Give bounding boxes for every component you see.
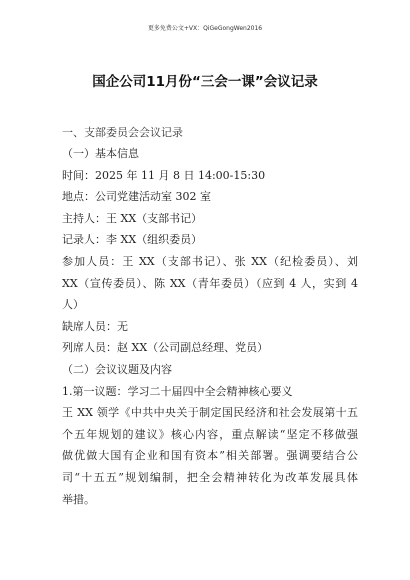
topic-paragraph-line: 王 XX 领学《中共中央关于制定国民经济和社会发展第十五	[62, 406, 358, 420]
meeting-time: 时间：2025 年 11 月 8 日 14:00-15:30	[62, 168, 266, 182]
meeting-body	[62, 143, 358, 510]
attendees-line: 人）	[62, 298, 84, 312]
subheading-basic-info: （一）基本信息	[62, 147, 139, 160]
topic-paragraph-line: 做优做大国有企业和国有资本”相关部署。强调要结合公	[62, 449, 358, 463]
meeting-recorder: 记录人：李 XX（组织委员）	[62, 233, 203, 247]
header-note: 更多免费公文+VX：QiGeGongWen2016	[147, 25, 263, 32]
meeting-location: 地点：公司党建活动室 302 室	[62, 190, 211, 204]
section-heading: 一、支部委员会会议记录	[62, 126, 183, 139]
document-title: 国企公司11月份“三会一课”会议记录	[92, 74, 318, 90]
topic-paragraph-line: 司“十五五”规划编制，把全会精神转化为改革发展具体	[62, 470, 358, 484]
topic-paragraph-line: 个五年规划的建议》核心内容，重点解读“坚定不移做强	[62, 427, 358, 441]
topic-paragraph-line: 举措。	[62, 492, 95, 506]
attendees-line: 参加人员：王 XX（支部书记）、张 XX（纪检委员）、刘	[62, 254, 358, 268]
topic-heading: 1.第一议题：学习二十届四中全会精神核心要义	[62, 384, 293, 398]
subheading-topics: （二）会议议题及内容	[62, 362, 172, 376]
absent-members: 缺席人员：无	[62, 319, 128, 333]
observers: 列席人员：赵 XX（公司副总经理、党员）	[62, 341, 269, 355]
meeting-host: 主持人：王 XX（支部书记）	[62, 211, 203, 225]
attendees-line: XX（宣传委员）、陈 XX（青年委员）（应到 4 人，实到 4	[62, 276, 358, 290]
